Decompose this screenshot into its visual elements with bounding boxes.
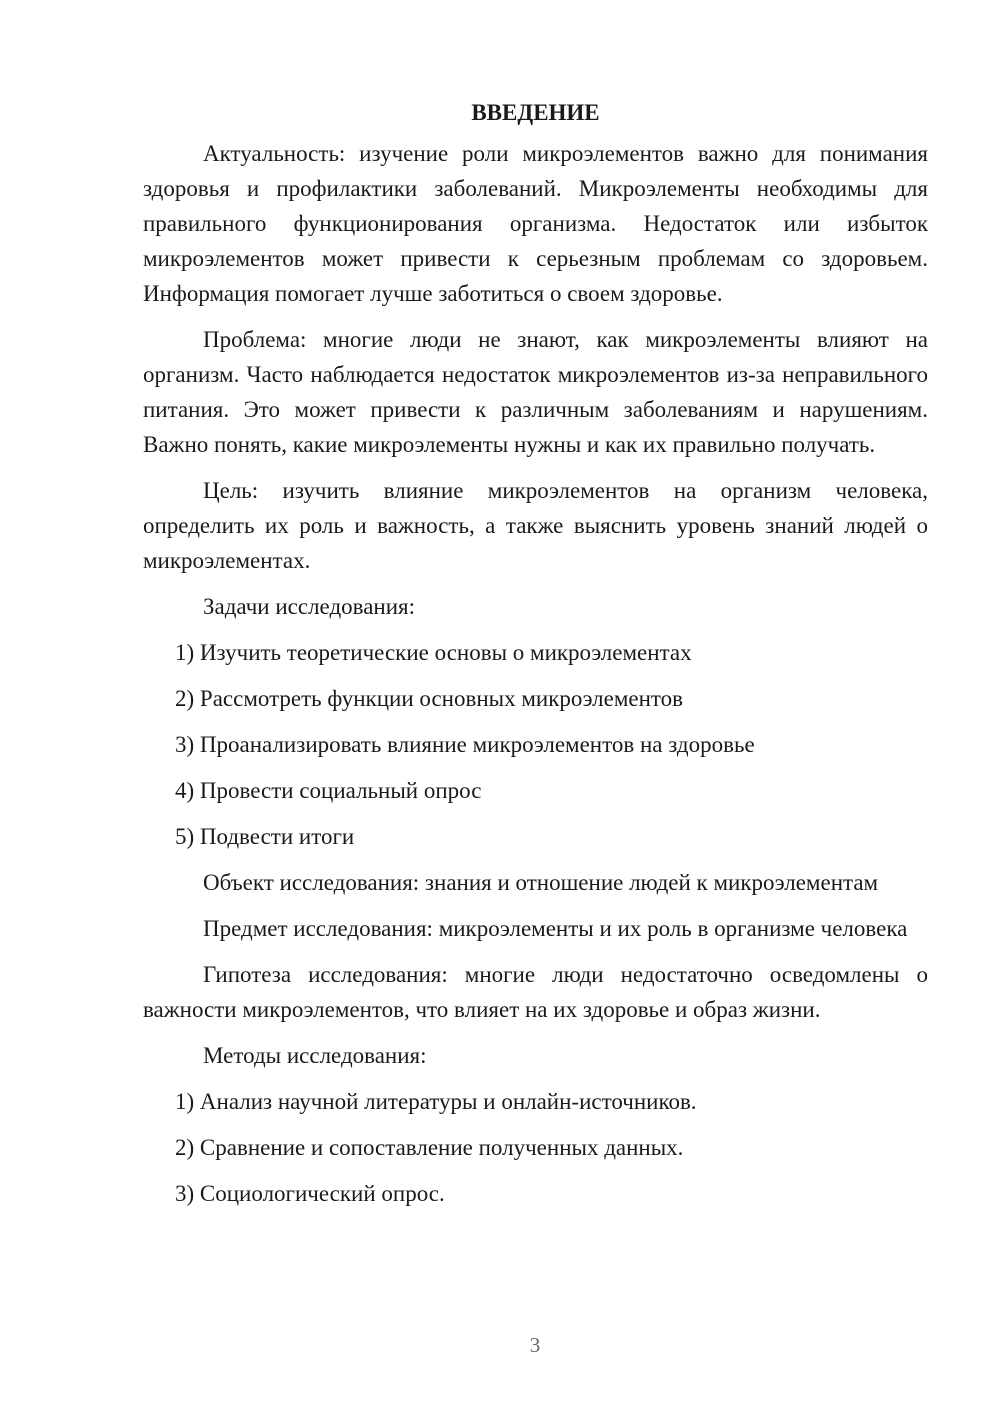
methods-label: Методы исследования: (203, 1043, 427, 1068)
method-item: 2) Сравнение и сопоставление полученных данных. (175, 1135, 684, 1160)
subject-paragraph: Предмет исследования: микроэлементы и их роль в организме человека (203, 916, 908, 941)
page-content (143, 95, 928, 1222)
tasks-list (143, 635, 928, 854)
task-item: 2) Рассмотреть функции основных микроэлементов (175, 686, 683, 711)
relevance-paragraph: Актуальность: изучение роли микроэлементов важно для понимания здоровья и профилактики заболеваний. Микроэлементы необходимы для правильного функционирования организма. Недостаток или избыток микроэлементов может привести к серьезным проблемам со здоровьем. Информация помогает лучше заботиться о своем здоровье. (143, 141, 928, 306)
problem-paragraph: Проблема: многие люди не знают, как микроэлементы влияют на организм. Часто наблюдается недостаток микроэлементов из-за неправильного питания. Это может привести к различным заболеваниям и нарушениям. Важно понять, какие микроэлементы нужны и как их правильно получать. (143, 327, 928, 457)
goal-paragraph: Цель: изучить влияние микроэлементов на организм человека, определить их роль и важность, а также выяснить уровень знаний людей о микроэлементах. (143, 478, 928, 573)
methods-list (143, 1084, 928, 1211)
method-item: 3) Социологический опрос. (175, 1181, 445, 1206)
task-item: 4) Провести социальный опрос (175, 778, 482, 803)
page-number: 3 (529, 1333, 541, 1357)
task-item: 1) Изучить теоретические основы о микроэлементах (175, 640, 692, 665)
method-item: 1) Анализ научной литературы и онлайн-источников. (175, 1089, 697, 1114)
hypothesis-paragraph: Гипотеза исследования: многие люди недостаточно осведомлены о важности микроэлементов, что влияет на их здоровье и образ жизни. (143, 962, 928, 1022)
task-item: 5) Подвести итоги (175, 824, 355, 849)
section-title: ВВЕДЕНИЕ (471, 100, 600, 125)
tasks-label: Задачи исследования: (203, 594, 416, 619)
object-paragraph: Объект исследования: знания и отношение людей к микроэлементам (203, 870, 879, 895)
task-item: 3) Проанализировать влияние микроэлементов на здоровье (175, 732, 755, 757)
